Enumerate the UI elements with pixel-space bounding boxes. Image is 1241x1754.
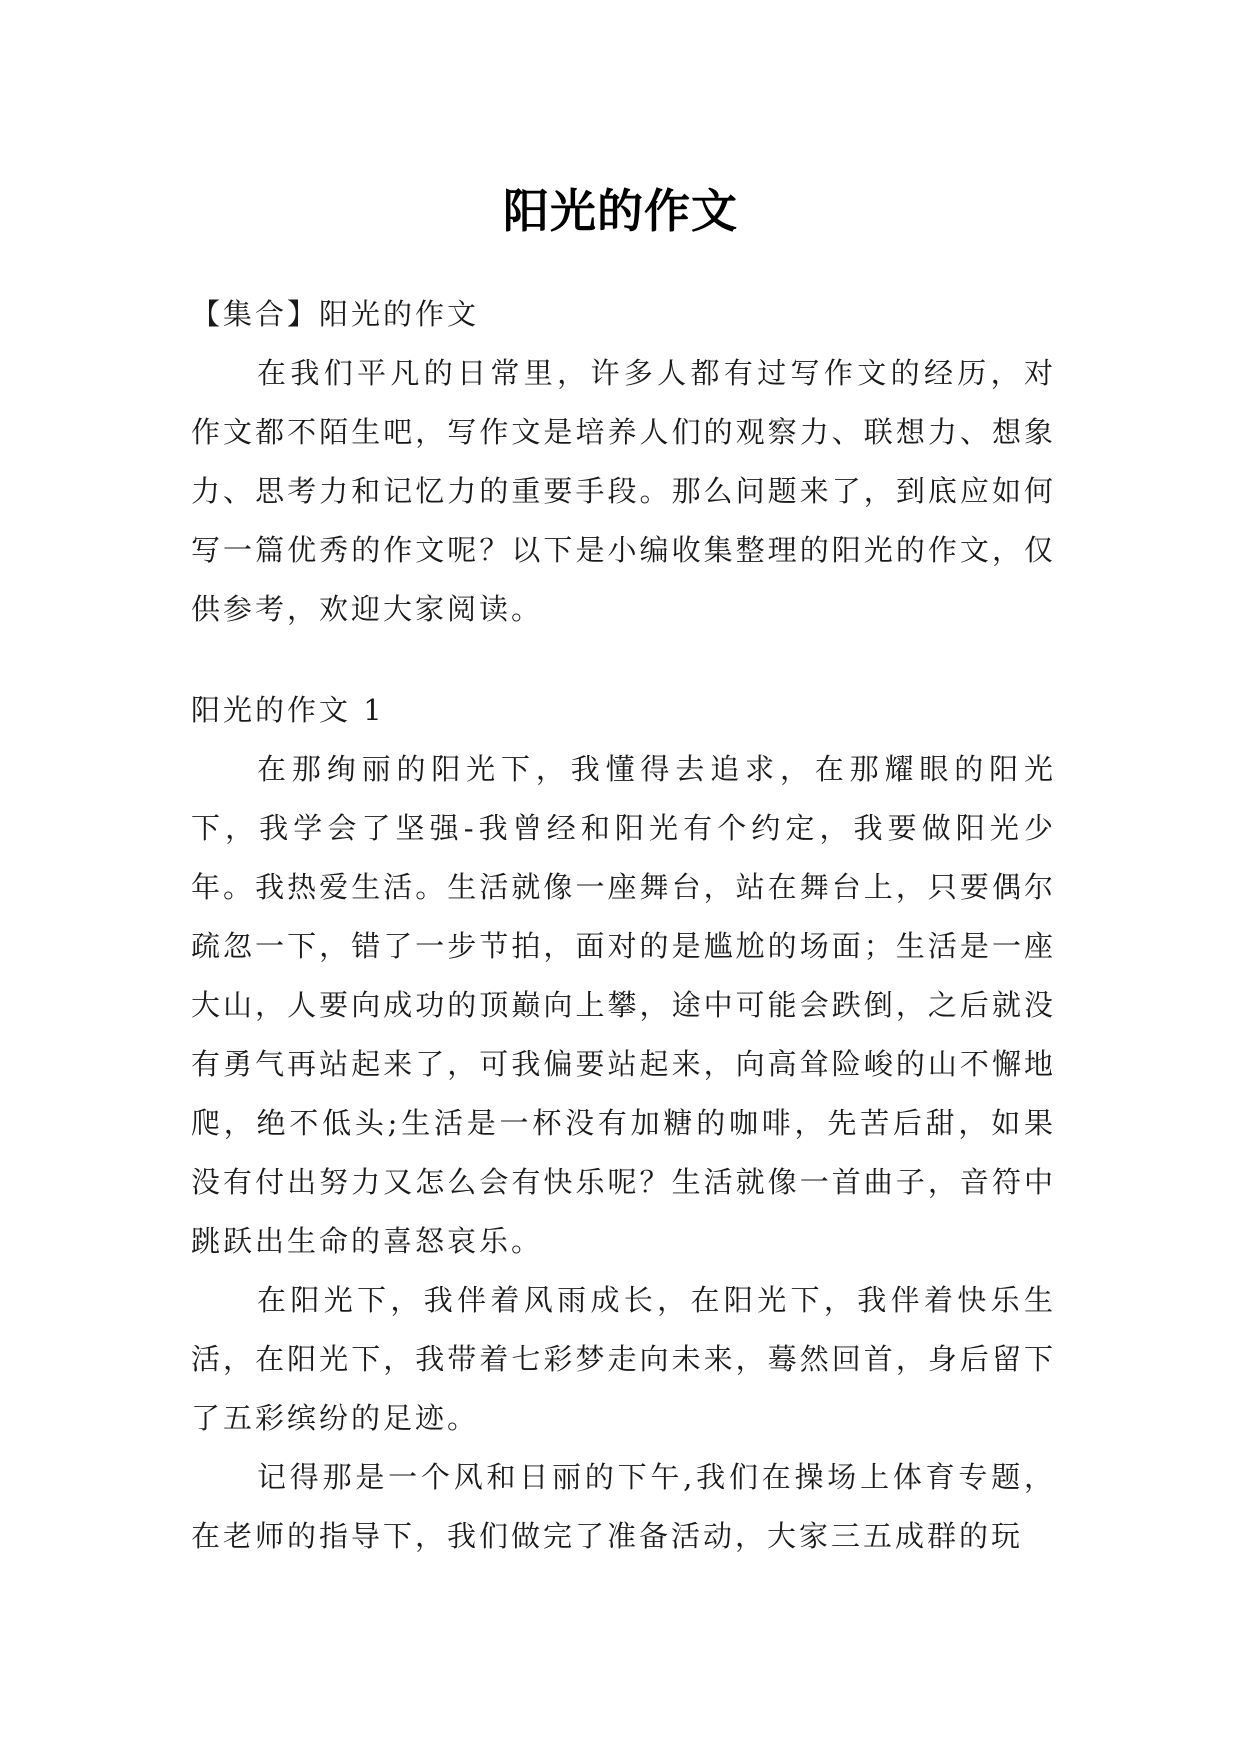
document-title: 阳光的作文 <box>503 183 738 238</box>
collection-heading: 【集合】阳光的作文 <box>191 297 480 331</box>
body-paragraph: 在那绚丽的阳光下，我懂得去追求，在那耀眼的阳光下，我学会了坚强-我曾经和阳光有个约定，我要做阳光少年。我热爱生活。生活就像一座舞台，站在舞台上，只要偶尔疏忽一下，错了一步节拍，面对的是尴尬的场面；生活是一座大山，人要向成功的顶巅向上攀，途中可能会跌倒，之后就没有勇气再站起来了，可我偏要站起来，向高耸险峻的山不懈地爬，绝不低头;生活是一杯没有加糖的咖啡，先苦后甜，如果没有付出努力又怎么会有快乐呢？生活就像一首曲子，音符中跳跃出生命的喜怒哀乐。 <box>191 752 1056 1258</box>
body-paragraph: 记得那是一个风和日丽的下午,我们在操场上体育专题，在老师的指导下，我们做完了准备活动，大家三五成群的玩 <box>191 1460 1056 1553</box>
intro-paragraph: 在我们平凡的日常里，许多人都有过写作文的经历，对作文都不陌生吧，写作文是培养人们的观察力、联想力、想象力、思考力和记忆力的重要手段。那么问题来了，到底应如何写一篇优秀的作文呢？以下是小编收集整理的阳光的作文，仅供参考，欢迎大家阅读。 <box>191 356 1056 626</box>
section-spacer <box>191 639 1056 681</box>
body-paragraph: 在阳光下，我伴着风雨成长，在阳光下，我伴着快乐生活，在阳光下，我带着七彩梦走向未来，蓦然回首，身后留下了五彩缤纷的足迹。 <box>191 1283 1056 1435</box>
section-title: 阳光的作文 1 <box>191 693 385 727</box>
document-body <box>191 285 1056 1566</box>
